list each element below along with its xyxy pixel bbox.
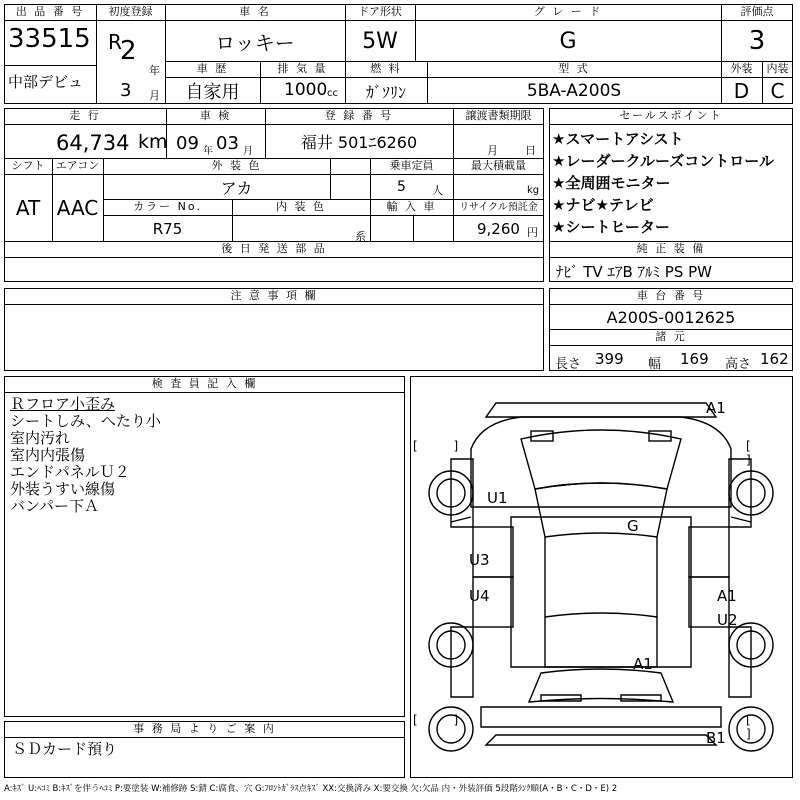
reg-no-label: 登 録 番 号: [324, 109, 394, 122]
chassis-label: 車 台 番 号: [636, 289, 706, 302]
interior-label: 内装: [766, 62, 789, 75]
door-value: 5W: [362, 28, 398, 54]
fuel-value: ｶﾞｿﾘﾝ: [365, 82, 406, 102]
bracket-right-bottom: [ ]: [746, 713, 767, 741]
car-name-label: 車 名: [239, 5, 271, 18]
notes-label: 注 意 事 項 欄: [230, 289, 318, 302]
mark-a1-top: A1: [706, 399, 726, 417]
first-reg-label: 初度登録: [108, 5, 153, 18]
month-unit: 月: [149, 89, 160, 102]
inspector-line: 外装うすい線傷: [10, 480, 116, 498]
door-label: ドア形状: [358, 5, 402, 18]
mark-b1: B1: [706, 729, 726, 747]
int-color-label: 内 装 色: [276, 200, 326, 213]
color-no-label: カラー No.: [133, 200, 202, 213]
era-value: R: [108, 30, 122, 54]
bracket-right-top: [ ]: [746, 439, 767, 467]
inspector-line: Ｒフロア小歪み: [10, 395, 116, 413]
ac-label: エアコン: [55, 159, 100, 172]
height-value: 162: [760, 350, 789, 368]
fuel-label: 燃 料: [370, 62, 402, 75]
sales-points-label: セールスポイント: [619, 109, 723, 122]
equipment-value: ﾅﾋﾞ TV ｴｱB ｱﾙﾐ PS PW: [556, 263, 712, 281]
sales-point-item: ★ナビ★テレビ: [552, 196, 654, 214]
chassis-value: A200S-0012625: [606, 307, 736, 327]
displacement-value: 1000: [284, 80, 328, 100]
recycle-label: リサイクル預託金: [459, 202, 538, 213]
later-parts-label: 後 日 発 送 部 品: [221, 242, 327, 255]
height-label: 高さ: [725, 357, 752, 372]
cc-unit: cc: [327, 88, 338, 99]
inspector-line: バンパー下Ａ: [10, 497, 99, 515]
mark-u2: U2: [717, 611, 738, 629]
capacity-label: 乗車定員: [389, 159, 434, 172]
inspector-label: 検 査 員 記 入 欄: [151, 377, 258, 390]
insp-month: 03: [216, 133, 239, 154]
person-unit: 人: [432, 184, 443, 197]
ac-value: AAC: [56, 196, 99, 220]
sales-point-item: ★レーダークルーズコントロール: [552, 152, 774, 170]
lot-no-value: 33515: [8, 24, 91, 54]
month-value: 3: [120, 80, 132, 101]
model-label: 型 式: [558, 62, 590, 75]
bracket-left-bottom: [ ]: [413, 713, 475, 727]
score-label: 評価点: [740, 5, 774, 18]
mark-g: G: [627, 517, 639, 535]
inspector-line: 室内汚れ: [10, 429, 71, 447]
mark-u4: U4: [469, 587, 490, 605]
ext-color-value: アカ: [220, 178, 253, 198]
sales-point-item: ★シートヒーター: [552, 218, 670, 236]
history-label: 車 歴: [196, 62, 229, 75]
width-value: 169: [680, 350, 709, 368]
interior-value: C: [770, 79, 785, 103]
mark-u1: U1: [487, 489, 508, 507]
exterior-label: 外装: [730, 62, 753, 75]
shift-value: AT: [15, 196, 41, 220]
model-value: 5BA-A200S: [526, 81, 622, 101]
score-value: 3: [748, 26, 766, 56]
yen-unit: 円: [527, 226, 538, 239]
mark-a1-right: A1: [717, 587, 737, 605]
kg-unit: kg: [527, 185, 540, 196]
sales-points-list: [552, 128, 774, 238]
length-label: 長さ: [555, 357, 582, 372]
insp-year-unit: 年: [203, 146, 213, 157]
car-diagram-box: [410, 376, 793, 778]
transfer-month: 月: [487, 144, 498, 157]
max-load-label: 最大積載量: [471, 159, 526, 172]
color-no-value: R75: [152, 219, 183, 238]
shift-label: シフト: [11, 159, 45, 172]
car-name-value: ロッキー: [215, 30, 295, 55]
inspector-notes: [10, 396, 161, 515]
reg-no-value: 福井 501ﾆ6260: [300, 133, 418, 152]
equipment-label: 純 正 装 備: [636, 242, 706, 255]
transfer-day: 日: [525, 144, 536, 157]
inspector-line: シートしみ、へたり小: [10, 412, 161, 430]
dims-label: 諸 元: [655, 330, 687, 343]
transfer-label: 譲渡書類期限: [465, 109, 532, 122]
grade-label: グ レ ー ド: [533, 5, 603, 18]
bracket-left-top: [ ]: [413, 439, 475, 453]
lot-no-label: 出 品 番 号: [15, 5, 85, 18]
debut-text: 中部デビュ: [8, 73, 84, 91]
import-label: 輸 入 車: [386, 200, 437, 213]
insp-year: 09: [176, 133, 199, 154]
grade-value: G: [559, 28, 577, 54]
sales-point-item: ★全周囲モニター: [552, 174, 671, 192]
year-value: 2: [120, 36, 137, 66]
inspection-label: 車 検: [199, 109, 232, 122]
history-value: 自家用: [185, 82, 240, 103]
recycle-value: 9,260: [477, 220, 520, 238]
legend-text: A:ｷｽﾞ U:ﾍｺﾐ B:ｷｽﾞを伴うﾍｺﾐ P:要塗装 W:補修跡 S:錆 C:腐食、穴 G:ﾌﾛﾝﾄｶﾞﾗｽ点ｷｽﾞ XX:交換済み X:要交換 欠:欠品 内・外装評価 5段階ﾗﾝｸ順(A・B・C・D・E) 2: [4, 784, 618, 794]
capacity-value: 5: [397, 179, 406, 195]
office-label: 事 務 局 よ り ご 案 内: [133, 722, 276, 735]
mark-u3: U3: [469, 551, 490, 569]
inspector-line: エンドパネルＵ２: [10, 463, 130, 481]
mark-a1-bottom: A1: [633, 655, 653, 673]
length-value: 399: [595, 350, 624, 368]
ext-color-label: 外 装 色: [211, 159, 262, 172]
exterior-value: D: [733, 79, 750, 103]
inspector-line: 室内内張傷: [10, 446, 86, 464]
km-unit: km: [138, 131, 168, 153]
office-text: ＳＤカード預り: [12, 740, 118, 758]
width-label: 幅: [648, 357, 662, 372]
insp-month-unit: 月: [243, 146, 253, 157]
series-unit: 系: [355, 230, 366, 243]
mileage-label: 走 行: [69, 109, 101, 122]
displacement-label: 排 気 量: [277, 62, 328, 75]
mileage-value: 64,734: [56, 131, 130, 155]
year-unit: 年: [149, 64, 160, 77]
sales-point-item: ★スマートアシスト: [552, 130, 684, 148]
